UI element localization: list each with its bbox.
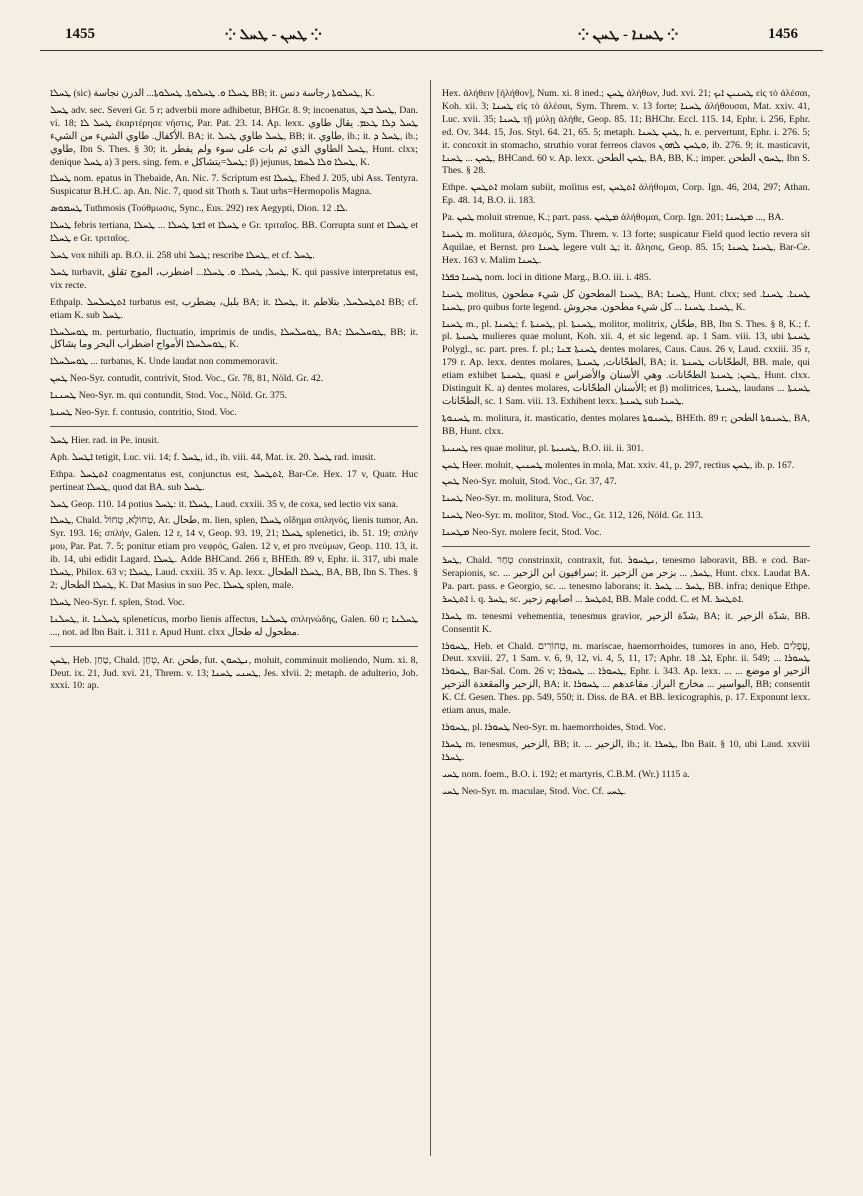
dictionary-entry: ܛܚܢܐ Neo-Syr. m. molitura, Stod. Voc. <box>442 493 594 505</box>
dictionary-entry: ܛܚܠ Geop. 110. 14 potius ܛܚܠ: it. ܛܚܠܐ, Laud. cxxiii. 35 v, de coxa, sed lectio vix sana. <box>50 498 399 510</box>
left-column <box>50 88 418 697</box>
dictionary-entry: ܛܘܚܠܚܠܐ ... turbatus, K. Unde laudat non commemoravit. <box>50 356 278 368</box>
dictionary-entry: Hex. ἀλήθειν [ἠλήθον], Num. xi. 8 ined.; ܛܚܢ ἀλήθων, Jud. xvi. 21; ܛܚܢܝܢ ܐܝܟ εἰς τὸ ἀλέσαι, Koh. xii. 3; ܛܚܢܐ εἰς τὸ ἀλέσαι, Sym. Threm. v. 13 forte; ܛܚܢܐ ἀλήθουσαι, Mat. xxiv. 41, Luc. xvii. 35; ܛܚܢܐ τῇ μύλῃ ἀλήθε, Geop. 85. 11; BHChr. Eccl. 115. 14, Ephr. i. 256, Ephr. ed. Ov. 344. 15, Jos. Styl. 64. 21, 65. 5; metaph. ܛܚܢ ܛܚܢܐ, h. e. pervertunt, Ephr. i. 276. 5; it. concoxit in stomacho, struthio vorat ferreos clavos ܘܛܚܢ ܠܗܘܢ, ib. 276. 9; it. masticavit, ܛܚܢ ... ܛܚܢܐ, BHCand. 60 v. Ap. lexx. ܛܚܢ الطحن, BA, BB, K.; imper. ܛܚܘܢ الطحن, Ibn S. Thes. § 28. <box>442 88 811 177</box>
dictionary-entry: ܛܚܢܐ m. molitura, ἀλεσμός, Sym. Threm. v. 13 forte; suspicatur Field quod lectio revera sit Aquilae, et Bernst. pro ܛܚܢܐ legere vult ܛ; it. ἄλησις, Geop. 85. 15; ܛܚܢܐ ܛܚܢܐ, Bar-Ce. Hex. 163 v. Malim ܛܚܢܐ. <box>442 229 810 266</box>
dictionary-entry: Ethpalp. ܐܬܛܚܠܚܠ turbatus est, بلبل، يضطرب BA; it. ܛܚܠܐ, it. ܐܬܛܚܠܚܠ, بتلاطم BB; cf. etiam K. sub ܛܚܠ. <box>50 296 419 321</box>
dictionary-entry: ܛܚܘܪܐ, pl. ܛܚܘܪܐ Neo-Syr. m. haemorrhoides, Stod. Voc. <box>442 721 666 733</box>
dictionary-entry: ܛܚܢ Neo-Syr. contudit, contrivit, Stod. Voc., Gr. 78, 81, Nöld. Gr. 42. <box>50 373 324 385</box>
dictionary-entry: ܛܚܠ Hier. rad. in Pe. inusit. <box>50 434 160 446</box>
dictionary-entry: ܛܚܪܐ m. tenesmi vehementia, tenesmus gravior, شدّة الزحير, BA; it. شدّة الزحير, BB. Consentit K. <box>442 610 811 635</box>
dictionary-entry: ܛܘܚܠܚܠܐ m. perturbatio, fluctuatio, imprimis de undis, ܛܘܚܠܚܠܐ, BA; ܛܘܚܠܚܠܐ, BB; it. ܛܘܚܠܚܠܐ الأمواج اضطراب البحر وما يشاكل, K. <box>50 326 418 351</box>
dictionary-entry: ܛܚܠ turbavit, ܛܚܠ, ܛܚܠܐ. ܘ. ܛܚܠܐ... اضطرب، الموج تقلق, K. qui passive interpretatus est, vix recte. <box>50 266 418 291</box>
left-page-number: 1455 <box>65 26 95 42</box>
page-header <box>40 20 823 51</box>
dictionary-entry: ܛܚܪ, Chald. טְחַר constrinxit, contraxit, fut. ܢܛܚܘܪ, tenesmo laboravit, BB. e cod. Bar-Serapionis, sc. ... سرافيون ابن الزحير; it. ܛܚܪ, ... بزحر من الزحير, Hunt. clxx. Laudat BA. Pa. part. pass. e Georgio, sc. ... tenesmo laborans; it. ܛܚܪ ... ܛܚܪ, BB. infra; denique Ethpe. ܐܬܛܚܪ i. q. ܛܚܪ, sc. ܐܬܛܚܪ ... اصابهم زحير, BB. Male codd. C. et M. ܐܬܛܚܪ. <box>442 555 810 605</box>
dictionary-entry: ܛܚܠܐ (sic) ܛܚܠܐ ܘ. ܛܚܠܘܬܐ. ܛܚܠܘܬܐ... الدرن نجاسة BB; it. ܛܚܠܘܬܐ رجاسة دنس, K. <box>50 88 375 99</box>
dictionary-entry: ܛܚܢܐ m., pl. ܛܚܢܐ; f. ܛܚܢܬܐ, pl. ܛܚܢܬܐ, molitor, molitrix, طحّان, BB, Ibn S. Thes. § 8, K.; f. pl. ܛܚܢܬܐ mulieres quae molunt, Koh. xii. 4, et sic legend. ap. 1 Sam. viii. 13, ubi ܛܚܢܬܐ Polygl., sc. part. pres. f. pl.; ܛܚܢܬܐ ܫܢܐ dentes molares, Caus. Caus. 26 v, Laud. cxxiii. 35 r, 179 r. Ap. lexx. dentes molares, الطحّانات, ܛܚܢܬܐ, BA; it. الطحّانات ܛܚܢܬܐ, BB. male, qui etiam exhibet ܛܚܢܬܐ, quasi e ܛܚܢ; ܛܚܢܬܐ الطحّانات. وهي الأسنان والأضراس, Hunt. clxx. Distinguit K. a) dentes molares, الأسنان الطحّانات; et β) molitrices, ܛܚܢܬܐ, laudans ܛܚܢܬܐ ... الطحّانات, sc. 1 Sam. viii. 13. Exhibent lexx. ܛܚܢܬܐ sub ܛܚܢܐ. <box>442 318 811 407</box>
right-page-number: 1456 <box>768 26 798 42</box>
dictionary-entry: ܛܚܪܐ m. tenesmus, الزحير, BB; it. ... الزحير, ib.; it. ܛܚܪܐ, Ibn Bait. § 10, ubi Laud. xxviii ܛܚܪܐ. <box>442 738 810 763</box>
dictionary-entry: ܛܚܢܐ molitus, ܛܚܢܐ المطحون كل شيء مطحون, BA; ܛܚܢܐ, Hunt. clxx; sed ܛܚܢܐ. ܛܚܢܐ. ܛܚܢܐ, pro quibus forte legend. ܛܚܢܐ. ܛܚܢܐ ... كل شيء مطحون. مجروش, K. <box>442 288 810 313</box>
dictionary-entry: ܛܚܢܐ ܟܦܪܐ nom. loci in ditione Marg., B.O. iii. i. 485. <box>442 271 652 283</box>
dictionary-entry: ܛܚܠܐ febris tertiana, ܐܫܬܐ ܛܚܠܐ ... ܛܚܠܐ et ܛܚܠܐ e Gr. τριταῖος. BB. Corrupta sunt et ܛܚܠܐ et ܛܚܠܐ e Gr. τριταῖος. <box>50 220 418 245</box>
dictionary-entry: ܡܛܚܢܐ Neo-Syr. molere fecit, Stod. Voc. <box>442 527 602 539</box>
dictionary-entry: Aph. ܐܛܚܠ tetigit, Luc. vii. 14; f. ܛܚܠ, id., ib. viii. 44, Mat. ix. 20. ܛܚܠ rad. inusit. <box>50 451 376 463</box>
dictionary-entry: ܛܚܢܢܐ Neo-Syr. m. qui contundit, Stod. Voc., Nöld. Gr. 375. <box>50 390 288 402</box>
dictionary-entry: ܛܚܠܐ Neo-Syr. f. splen, Stod. Voc. <box>50 596 185 608</box>
dictionary-entry: ܛܚܢܐ Neo-Syr. m. molitor, Stod. Voc., Gr. 112, 126, Nöld. Gr. 113. <box>442 510 704 522</box>
dictionary-entry: ܛܚܠܐ nom. epatus in Thebaide, An. Nic. 7. Scriptum est ܛܚܠܐ, Ebed J. 205, ubi Ass. Tentyra. Suspicatur B.H.C. ap. An. Nic. 7, quod sit Thoth s. Taut urbs=Hermopolis Magna. <box>50 173 418 198</box>
section-rule <box>442 546 810 547</box>
dictionary-entry: ܛܚܢܬܐ Neo-Syr. f. contusio, contritio, Stod. Voc. <box>50 407 237 419</box>
dictionary-entry: ܛܚܢ, Heb. טָחַן, Chald. טְחַן, Ar. طحن, fut. ܢܛܚܘܢ, moluit, comminuit moliendo, Num. xi. 8, Deut. ix. 21, Jud. xvi. 21, Threm. v. 13; ܛܚܢܝ ܛܚܢܐ, Jes. xlvii. 2; metaph. de adulterio, Job. xxxi. 10: ap. <box>50 654 418 692</box>
dictionary-entry: ܛܚܢܝܬܐ res quae molitur, pl. ܛܚܢܝܬܐ, B.O. iii. ii. 301. <box>442 442 644 454</box>
section-rule <box>50 426 418 427</box>
dictionary-entry: ܛܚܠܐ, Chald. טְחוֹלָא, טְחוֹל, Ar. طحال, m. lien, splen, ܛܚܠܐ οἴδημα σπληνός, lienis tumor, An. Syr. 193. 16; σπλήν, Galen. 12 r, 14 v, Geop. 93. 19, 21; ܛܚܠܐ splenetici, ib. 51. 19; σπλήν μου, Par. Pat. 7. 5; ponitur etiam pro νεφρός, Galen. 12 v, et pro πνεύμων, Geop. 110. 13, it. ib. 14, ubi edidit Lagard. ܛܚܠܐ. Adde BHCand. 266 r, BHEth. 89 v, Ephr. ii. 317, ubi male ܛܚܠܐ, Philox. 63 v; ܛܚܠܐ, Laud. cxxiii. 35 v. Ap. lexx. ܛܚܠܐ الطحال, BA, BB, Ibn S. Thes. § 2; ܛܚܠܐ الطحال, K. Dat Masius in suo Pec. ܛܚܠܐ splen, male. <box>50 515 419 591</box>
dictionary-entry: ܛܚܡܘܣ Tuthmosis (Τούθμωσις, Sync., Eus. 292) rex Aegypti, Dion. ܠܐ. 12. <box>50 203 348 215</box>
right-column <box>442 88 810 803</box>
dictionary-entry: ܛܚܘܪܐ, Heb. et Chald. טְחוֹרִים, m. mariscae, haemorrhoides, tumores in ano, Heb. עֳפָלִים, Deut. xxviii. 27, 1 Sam. v. 6, 9, 12, vi. 4, 5, 11, 17; Aphr. ܐܠ. 18, Ephr. ii. 549; ܛܚܘܪܐ ... ܛܚܘܪܐ, Bar-Sal. Com. 26 v; ܛܚܘܪܐ ... ܛܚܘܪܐ, Ephr. i. 343. Ap. lexx. ... الزحير او موضع ... الزحير والمقعدة التزحير, BA; it. البواسير ... مخارج البراز. مقاعدهم ... ܛܚܘܪܐ, BB; consentit K. Cf. Gesen. Thes. pp. 549, 550; it. Diss. de BA. et BB. lexicographis, p. 17. Exponunt lexx. etiam anus, male. <box>442 640 811 717</box>
dictionary-entry: ܛܚܝ nom. foem., B.O. i. 192; et martyris, C.B.M. (Wr.) 1115 a. <box>442 768 690 780</box>
dictionary-entry: ܛܚܠ adv. sec. Severi Gr. 5 r; adverbii more adhibetur, BHGr. 8. 9; incoenatus, ܛܚܠ ܒܛ, Dan. vi. 18; ܛܚܠ ܠܐ ἐκαρτέρησε νήστις, Par. Pat. 23. 14. Ap. lexx. ܛܚܠ ܕܠܐ ܛܥܡ. يقال طاوي الأكفال. طاوي الشيء من الشيء. BA; it. ܛܚܠ طاوي ܛܚܠ, BB; it. طاوي, ib.; it. ܛܚܠ ܕ, ib.; طاوي, Ibn S. Thes. § 30; it. ܛܚܠ الطاوي الذي ثم بات على سوء ولم يفطر, Hunt. clxx; denique ܛܚܠ a) 3 pers. sing. fem. e ܛܚܠ=يتشاكل; β) jejunus, ܛܚܠܐ ܘܠܐ ܠܚܡܐ, K. <box>50 104 419 168</box>
dictionary-entry: ܛܚܝ Neo-Syr. m. maculae, Stod. Voc. Cf. ܛܚܝ. <box>442 785 627 797</box>
dictionary-entry: ܛܚܠܢܐ, it. ܛܚܠܢܐ splenetícus, morbo lienis affectus, ܛܚܠܢܐ σπληνώδης, Galen. 60 r; ܛܚܠܢܐ ..., not. ad Ibn Bait. i. 311 r. Apud Hunt. clxx مطحول له طحال. <box>50 613 418 638</box>
dictionary-entry: ܛܚܢܘܬܐ m. molitura, it. masticatio, dentes molares ܛܚܢܘܬܐ, BHEth. 89 r; ܛܚܢܘܬܐ الطحن, BA, BB, Hunt. clxx. <box>442 412 810 437</box>
section-rule <box>50 646 418 647</box>
dictionary-entry: Ethpe. ܐܬܛܚܢ molam subiit, molitus est, ܐܬܛܚܢ ἀλήθομαι, Corp. Ign. 46, 204, 297; Athan. Ep. 48. 14, B.O. ii. 183. <box>442 182 810 207</box>
dictionary-entry: ܛܚܠ vox nihili ap. B.O. ii. 258 ubi ܛܚܠ; rescribe ܛܚܠܐ, et cf. ܛܚܠ. <box>50 249 315 261</box>
left-running-head: ⁘ ܛܚܢ - ܛܚܠ ⁘ <box>225 27 322 43</box>
dictionary-entry: Pa. ܛܚܢ moluit strenue, K.; part. pass. ܡܛܚܢ ἀλήθομαι, Corp. Ign. 201; ܡܛܚܢܐ ..., BA. <box>442 212 784 224</box>
column-divider <box>430 80 431 1156</box>
dictionary-entry: ܛܚܢ Neo-Syr. moluit, Stod. Voc., Gr. 37, 47. <box>442 476 617 488</box>
right-running-head: ⁘ ܛܚܢܐ - ܛܚܢ ⁘ <box>578 27 679 43</box>
dictionary-entry: ܛܚܢ Heer. moluit, ܛܚܢܝܢ molentes in mola, Mat. xxiv. 41, p. 297, rectius ܛܚܢ, ib. p. 167. <box>442 459 795 471</box>
dictionary-entry: Ethpa. ܐܬܛܚܠ coagmentatus est, conjunctus est, ܐܬܛܚܠ, Bar-Ce. Hex. 17 v, Quatr. Huc pertineat ܛܚܠܐ, quod dat BA. sub ܛܚܠ. <box>50 468 418 493</box>
